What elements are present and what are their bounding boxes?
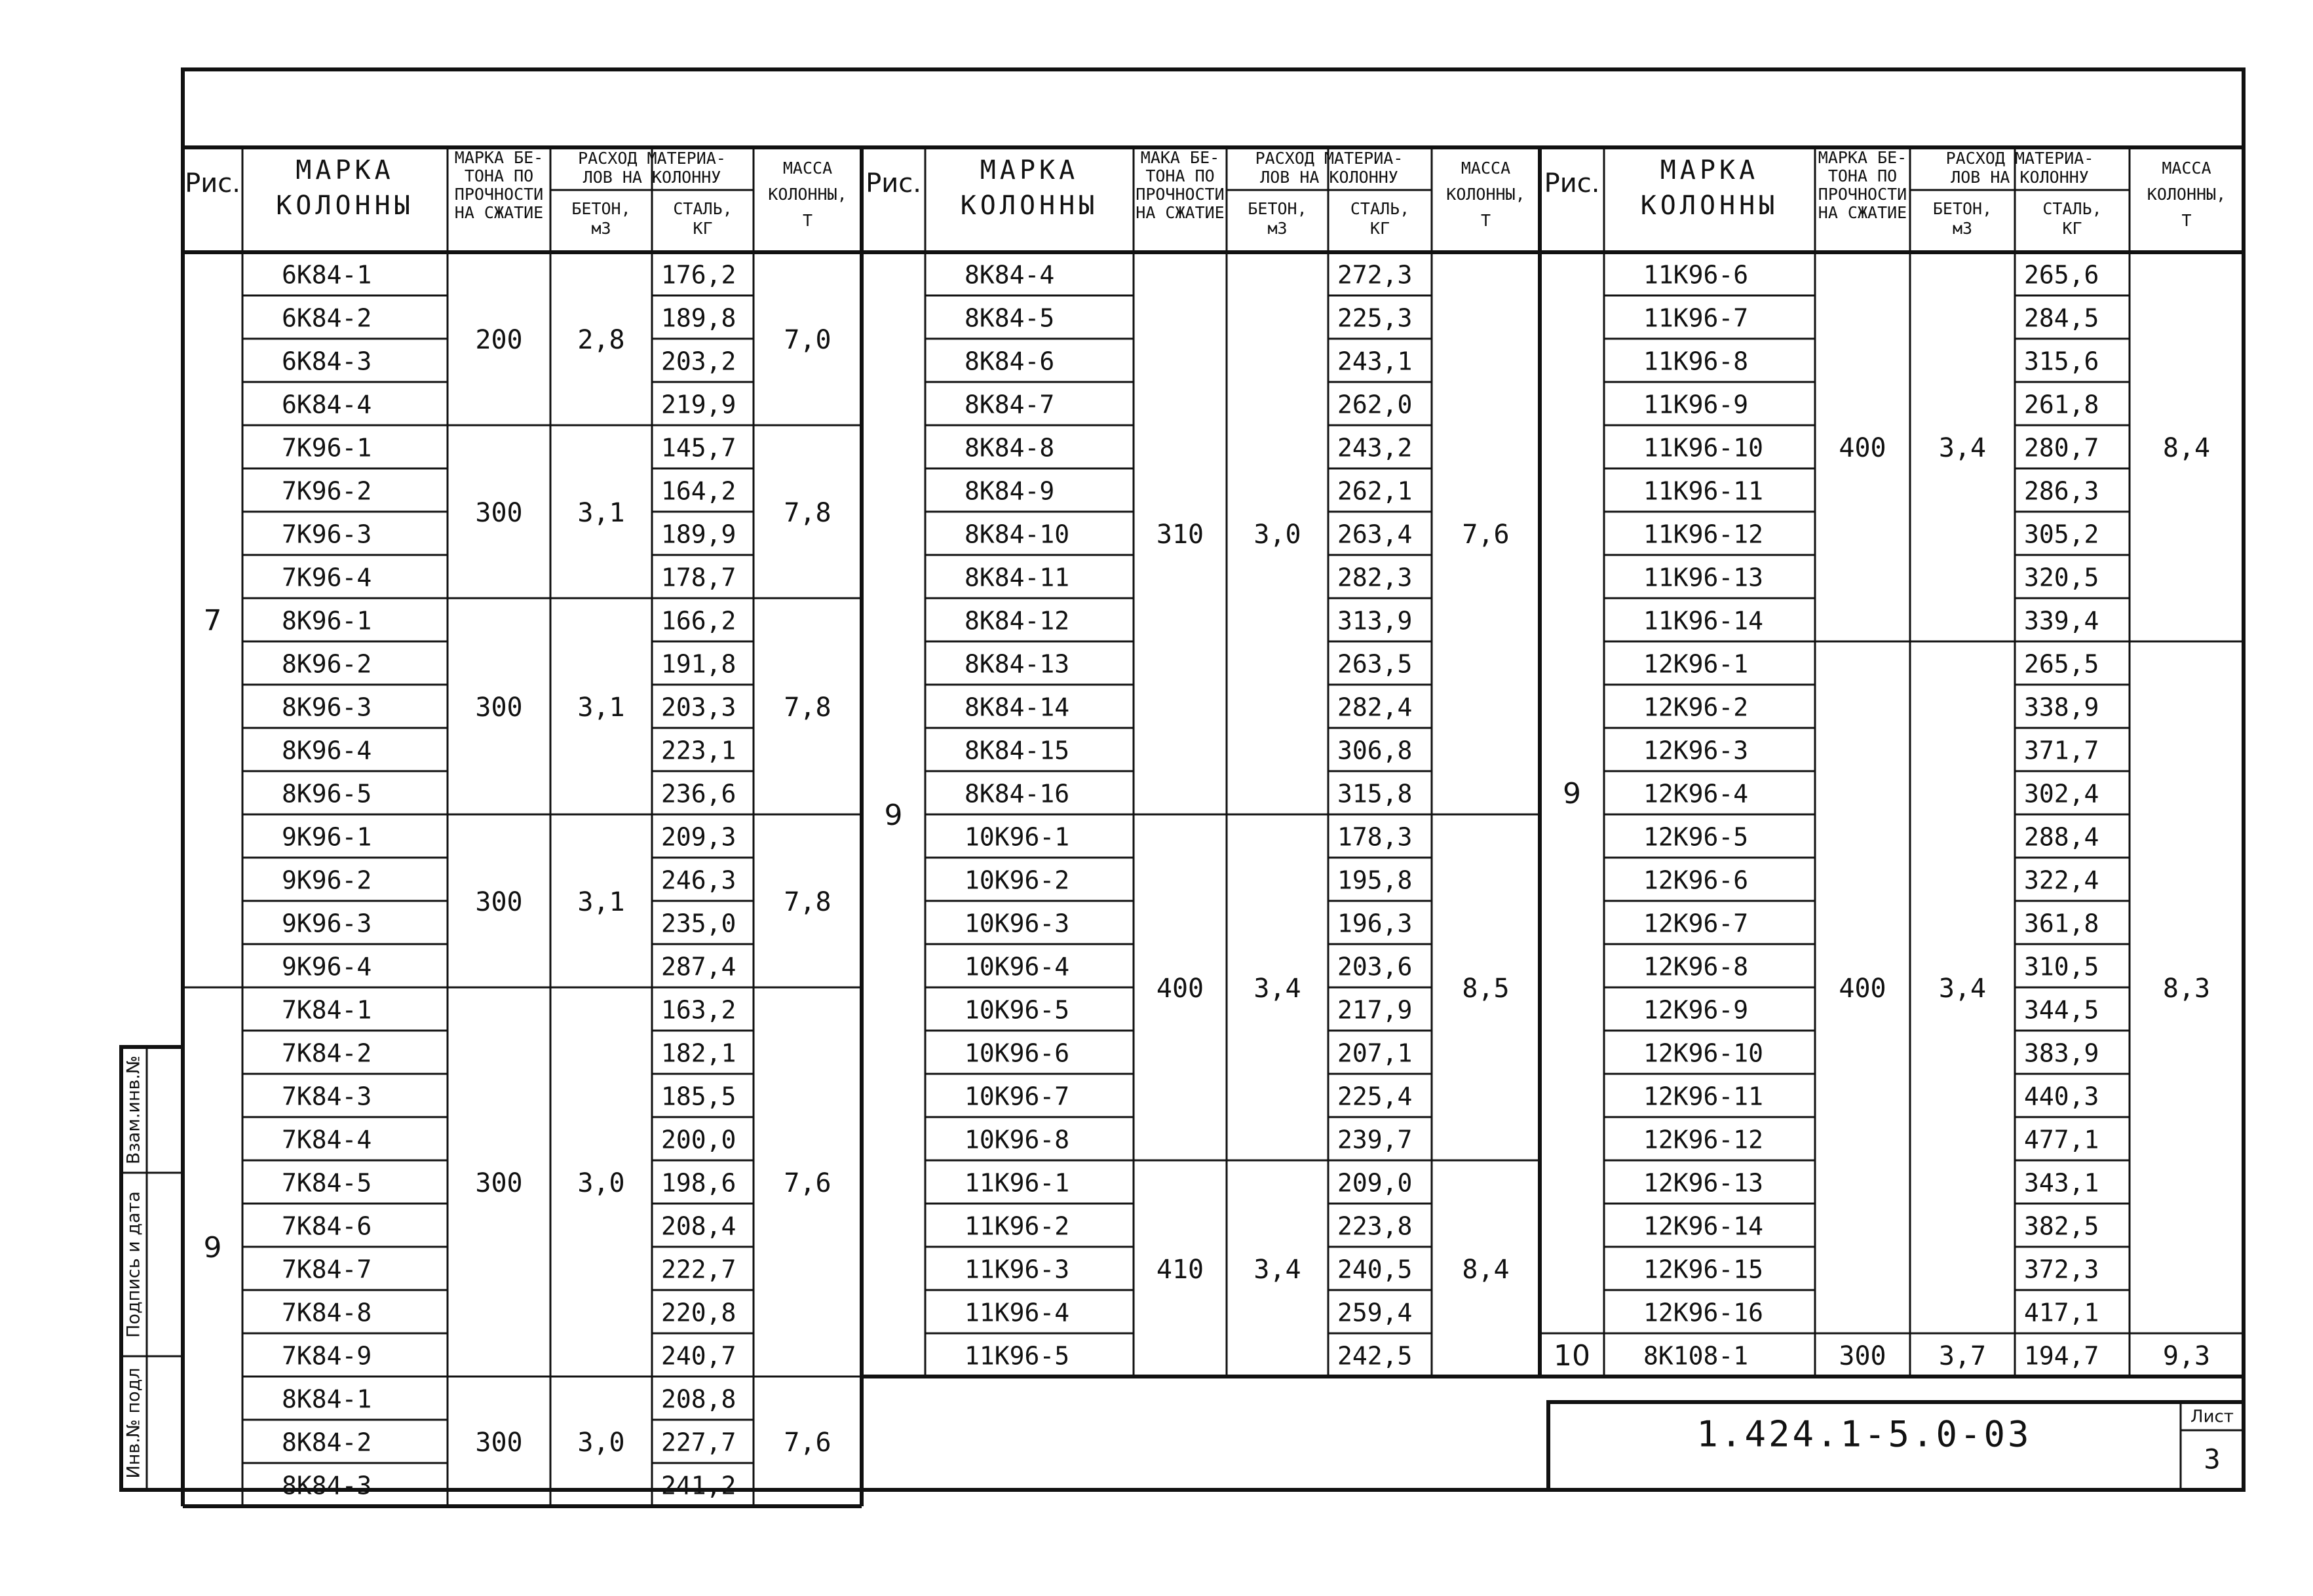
header-consumption: РАСХОД МАТЕРИА- xyxy=(578,149,726,168)
mass-value: 7,6 xyxy=(784,1428,832,1458)
drawing-frame xyxy=(183,69,2244,1490)
steel-value: 145,7 xyxy=(661,433,736,463)
steel-value: 178,3 xyxy=(1337,822,1413,852)
header-concrete-grade: ТОНА ПО xyxy=(1827,166,1898,185)
column-mark: 11К96-10 xyxy=(1643,433,1764,463)
column-mark: 7К84-5 xyxy=(282,1168,372,1198)
column-mark: 8К84-9 xyxy=(965,476,1055,506)
steel-value: 339,4 xyxy=(2024,606,2099,636)
steel-value: 225,4 xyxy=(1337,1082,1413,1111)
header-concrete: БЕТОН, xyxy=(1248,199,1307,218)
column-mark: 8К84-11 xyxy=(965,563,1070,592)
column-mark: 12К96-6 xyxy=(1643,865,1749,895)
steel-value: 225,3 xyxy=(1337,303,1413,333)
steel-value: 265,5 xyxy=(2024,649,2099,679)
steel-value: 313,9 xyxy=(1337,606,1413,636)
column-mark: 9К96-2 xyxy=(282,865,372,895)
figure-number: 9 xyxy=(884,799,903,832)
header-concrete-grade: ПРОЧНОСТИ xyxy=(1818,185,1907,204)
steel-value: 198,6 xyxy=(661,1168,736,1198)
header-concrete-unit: м3 xyxy=(591,219,611,238)
steel-value: 243,1 xyxy=(1337,347,1413,376)
header-mass-3: Т xyxy=(1480,211,1491,230)
column-mark: 8К84-16 xyxy=(965,779,1070,808)
column-mark: 8К96-1 xyxy=(282,606,372,636)
column-mark: 10К96-8 xyxy=(965,1125,1070,1154)
steel-value: 322,4 xyxy=(2024,865,2099,895)
steel-value: 166,2 xyxy=(661,606,736,636)
steel-value: 265,6 xyxy=(2024,260,2099,290)
column-mark: 12К96-4 xyxy=(1643,779,1749,808)
steel-value: 182,1 xyxy=(661,1038,736,1068)
column-mark: 7К96-3 xyxy=(282,520,372,549)
steel-value: 189,8 xyxy=(661,303,736,333)
header-concrete-grade: ТОНА ПО xyxy=(1145,166,1215,185)
column-mark: 10К96-2 xyxy=(965,865,1070,895)
header-concrete-grade: ПРОЧНОСТИ xyxy=(1136,185,1225,204)
column-mark: 8К84-5 xyxy=(965,303,1055,333)
header-mass: МАССА xyxy=(2162,159,2211,178)
concrete-grade-value: 400 xyxy=(1156,974,1204,1004)
header-concrete-grade: НА СЖАТИЕ xyxy=(1818,203,1907,222)
steel-value: 320,5 xyxy=(2024,563,2099,592)
side-stamp-label: Взам.инв.№ xyxy=(123,1055,144,1165)
header-mark-2: КОЛОННЫ xyxy=(276,191,414,221)
column-mark: 11К96-4 xyxy=(965,1298,1070,1327)
column-mark: 12К96-8 xyxy=(1643,952,1749,981)
steel-value: 343,1 xyxy=(2024,1168,2099,1198)
concrete-value: 3,1 xyxy=(577,887,625,917)
header-mass: МАССА xyxy=(782,159,833,178)
steel-value: 417,1 xyxy=(2024,1298,2099,1327)
column-mark: 9К96-1 xyxy=(282,822,372,852)
concrete-grade-value: 300 xyxy=(475,498,523,528)
column-mark: 11К96-9 xyxy=(1643,390,1749,419)
column-mark: 6К84-3 xyxy=(282,347,372,376)
steel-value: 236,6 xyxy=(661,779,736,808)
steel-value: 383,9 xyxy=(2024,1038,2099,1068)
column-mark: 10К96-5 xyxy=(965,995,1070,1025)
steel-value: 240,5 xyxy=(1337,1255,1413,1284)
mass-value: 7,8 xyxy=(784,498,832,528)
column-mark: 8К108-1 xyxy=(1643,1341,1749,1371)
concrete-value: 3,4 xyxy=(1938,433,1987,463)
steel-value: 219,9 xyxy=(661,390,736,419)
steel-value: 246,3 xyxy=(661,865,736,895)
steel-value: 209,0 xyxy=(1337,1168,1413,1198)
steel-value: 286,3 xyxy=(2024,476,2099,506)
header-ris: Рис. xyxy=(1544,168,1600,199)
steel-value: 223,8 xyxy=(1337,1211,1413,1241)
column-mark: 12К96-11 xyxy=(1643,1082,1764,1111)
column-mark: 7К84-8 xyxy=(282,1298,372,1327)
concrete-grade-value: 400 xyxy=(1839,433,1886,463)
sheet-label: Лист xyxy=(2190,1407,2234,1427)
steel-value: 203,2 xyxy=(661,347,736,376)
steel-value: 302,4 xyxy=(2024,779,2099,808)
mass-value: 9,3 xyxy=(2162,1341,2211,1371)
steel-value: 208,8 xyxy=(661,1384,736,1414)
concrete-value: 3,4 xyxy=(1253,974,1301,1004)
column-mark: 8К96-2 xyxy=(282,649,372,679)
steel-value: 241,2 xyxy=(661,1471,736,1500)
column-mark: 11К96-3 xyxy=(965,1255,1070,1284)
table-columns-part-2 xyxy=(862,147,1540,1377)
header-concrete: БЕТОН, xyxy=(1932,199,1993,218)
column-mark: 11К96-11 xyxy=(1643,476,1764,506)
table-columns-part-1 xyxy=(183,147,862,1506)
steel-value: 315,8 xyxy=(1337,779,1413,808)
mass-value: 8,4 xyxy=(1462,1255,1510,1285)
column-mark: 8К84-10 xyxy=(965,520,1070,549)
column-mark: 6К84-2 xyxy=(282,303,372,333)
steel-value: 243,2 xyxy=(1337,433,1413,463)
column-mark: 7К96-1 xyxy=(282,433,372,463)
column-mark: 7К84-7 xyxy=(282,1255,372,1284)
column-mark: 8К84-6 xyxy=(965,347,1055,376)
header-concrete-grade: МАРКА БЕ- xyxy=(454,148,544,167)
header-mass: МАССА xyxy=(1461,159,1511,178)
header-concrete-grade: НА СЖАТИЕ xyxy=(454,203,544,222)
header-mass-3: Т xyxy=(2181,211,2192,230)
column-mark: 11К96-14 xyxy=(1643,606,1764,636)
header-concrete: БЕТОН, xyxy=(571,199,631,218)
column-mark: 8К84-1 xyxy=(282,1384,372,1414)
column-mark: 7К84-9 xyxy=(282,1341,372,1371)
header-mark-2: КОЛОННЫ xyxy=(1640,191,1779,221)
column-mark: 11К96-13 xyxy=(1643,563,1764,592)
concrete-grade-value: 300 xyxy=(475,887,523,917)
sheet-number: 3 xyxy=(2204,1443,2221,1475)
column-mark: 12К96-15 xyxy=(1643,1255,1764,1284)
steel-value: 189,9 xyxy=(661,520,736,549)
concrete-grade-value: 310 xyxy=(1156,520,1204,550)
steel-value: 261,8 xyxy=(2024,390,2099,419)
steel-value: 191,8 xyxy=(661,649,736,679)
concrete-value: 3,4 xyxy=(1253,1255,1301,1285)
header-concrete-grade: НА СЖАТИЕ xyxy=(1136,203,1225,222)
header-concrete-grade: ТОНА ПО xyxy=(464,166,534,185)
steel-value: 263,4 xyxy=(1337,520,1413,549)
column-mark: 8К96-3 xyxy=(282,693,372,722)
column-mark: 9К96-3 xyxy=(282,909,372,938)
header-ris: Рис. xyxy=(866,168,921,199)
steel-value: 164,2 xyxy=(661,476,736,506)
steel-value: 209,3 xyxy=(661,822,736,852)
steel-value: 239,7 xyxy=(1337,1125,1413,1154)
column-mark: 12К96-13 xyxy=(1643,1168,1764,1198)
concrete-grade-value: 400 xyxy=(1839,974,1886,1004)
header-steel-unit: КГ xyxy=(2062,219,2082,238)
concrete-grade-value: 200 xyxy=(475,325,523,355)
mass-value: 7,6 xyxy=(1462,520,1510,550)
concrete-value: 3,0 xyxy=(1253,520,1301,550)
column-mark: 8К84-4 xyxy=(965,260,1055,290)
column-mark: 8К84-15 xyxy=(965,736,1070,765)
column-mark: 7К84-4 xyxy=(282,1125,372,1154)
mass-value: 7,8 xyxy=(784,887,832,917)
steel-value: 163,2 xyxy=(661,995,736,1025)
steel-value: 208,4 xyxy=(661,1211,736,1241)
mass-value: 8,3 xyxy=(2162,974,2211,1004)
steel-value: 207,1 xyxy=(1337,1038,1413,1068)
steel-value: 280,7 xyxy=(2024,433,2099,463)
header-consumption: РАСХОД МАТЕРИА- xyxy=(1945,149,2094,168)
column-mark: 12К96-5 xyxy=(1643,822,1749,852)
steel-value: 242,5 xyxy=(1337,1341,1413,1371)
header-steel-unit: КГ xyxy=(693,219,713,238)
steel-value: 382,5 xyxy=(2024,1211,2099,1241)
column-mark: 10К96-3 xyxy=(965,909,1070,938)
steel-value: 235,0 xyxy=(661,909,736,938)
column-mark: 12К96-14 xyxy=(1643,1211,1764,1241)
figure-number: 10 xyxy=(1554,1339,1590,1373)
steel-value: 222,7 xyxy=(661,1255,736,1284)
steel-value: 305,2 xyxy=(2024,520,2099,549)
concrete-grade-value: 300 xyxy=(475,1428,523,1458)
steel-value: 287,4 xyxy=(661,952,736,981)
header-steel: СТАЛЬ, xyxy=(1350,199,1410,218)
column-mark: 12К96-3 xyxy=(1643,736,1749,765)
side-stamp xyxy=(121,1047,183,1490)
steel-value: 194,7 xyxy=(2024,1341,2099,1371)
steel-value: 227,7 xyxy=(661,1428,736,1457)
column-mark: 7К96-2 xyxy=(282,476,372,506)
column-mark: 7К96-4 xyxy=(282,563,372,592)
column-mark: 12К96-10 xyxy=(1643,1038,1764,1068)
column-mark: 8К96-4 xyxy=(282,736,372,765)
mass-value: 7,6 xyxy=(784,1168,832,1198)
column-mark: 7К84-2 xyxy=(282,1038,372,1068)
header-mark: МАРКА xyxy=(1660,155,1759,185)
figure-number: 7 xyxy=(203,604,222,637)
header-mass-2: КОЛОННЫ, xyxy=(1446,185,1525,204)
column-mark: 12К96-16 xyxy=(1643,1298,1764,1327)
mass-value: 7,0 xyxy=(784,325,832,355)
figure-number: 9 xyxy=(203,1231,222,1264)
column-mark: 8К84-3 xyxy=(282,1471,372,1500)
steel-value: 203,6 xyxy=(1337,952,1413,981)
column-mark: 6К84-4 xyxy=(282,390,372,419)
steel-value: 282,4 xyxy=(1337,693,1413,722)
steel-value: 477,1 xyxy=(2024,1125,2099,1154)
column-mark: 10К96-6 xyxy=(965,1038,1070,1068)
outer-frame xyxy=(183,69,2244,1490)
concrete-value: 3,4 xyxy=(1938,974,1987,1004)
mass-value: 8,5 xyxy=(1462,974,1510,1004)
column-mark: 12К96-7 xyxy=(1643,909,1749,938)
header-mark: МАРКА xyxy=(980,155,1079,185)
column-mark: 9К96-4 xyxy=(282,952,372,981)
concrete-value: 3,0 xyxy=(577,1168,625,1198)
concrete-grade-value: 300 xyxy=(475,1168,523,1198)
column-mark: 8К84-14 xyxy=(965,693,1070,722)
column-mark: 11К96-5 xyxy=(965,1341,1070,1371)
header-mass-2: КОЛОННЫ, xyxy=(2147,185,2227,204)
column-mark: 7К84-3 xyxy=(282,1082,372,1111)
header-steel: СТАЛЬ, xyxy=(673,199,733,218)
column-mark: 8К84-8 xyxy=(965,433,1055,463)
header-concrete-grade: МАРКА БЕ- xyxy=(1818,148,1907,167)
column-mark: 11К96-8 xyxy=(1643,347,1749,376)
concrete-value: 3,0 xyxy=(577,1428,625,1458)
column-mark: 10К96-1 xyxy=(965,822,1070,852)
column-mark: 12К96-12 xyxy=(1643,1125,1764,1154)
concrete-value: 3,1 xyxy=(577,693,625,723)
header-concrete-unit: м3 xyxy=(1267,219,1288,238)
header-mass-3: Т xyxy=(802,211,813,230)
steel-value: 178,7 xyxy=(661,563,736,592)
concrete-grade-value: 410 xyxy=(1156,1255,1204,1285)
header-mark-2: КОЛОННЫ xyxy=(960,191,1099,221)
steel-value: 200,0 xyxy=(661,1125,736,1154)
steel-value: 310,5 xyxy=(2024,952,2099,981)
document-code: 1.424.1-5.0-03 xyxy=(1696,1413,2032,1455)
concrete-value: 3,7 xyxy=(1938,1341,1987,1371)
steel-value: 176,2 xyxy=(661,260,736,290)
header-concrete-grade: ПРОЧНОСТИ xyxy=(454,185,544,204)
header-ris: Рис. xyxy=(185,168,240,199)
column-mark: 8К84-12 xyxy=(965,606,1070,636)
steel-value: 282,3 xyxy=(1337,563,1413,592)
steel-value: 262,0 xyxy=(1337,390,1413,419)
steel-value: 372,3 xyxy=(2024,1255,2099,1284)
steel-value: 315,6 xyxy=(2024,347,2099,376)
column-mark: 12К96-1 xyxy=(1643,649,1749,679)
mass-value: 7,8 xyxy=(784,693,832,723)
column-mark: 7К84-1 xyxy=(282,995,372,1025)
header-steel: СТАЛЬ, xyxy=(2042,199,2102,218)
steel-value: 361,8 xyxy=(2024,909,2099,938)
column-mark: 11К96-2 xyxy=(965,1211,1070,1241)
steel-value: 344,5 xyxy=(2024,995,2099,1025)
column-mark: 11К96-7 xyxy=(1643,303,1749,333)
steel-value: 288,4 xyxy=(2024,822,2099,852)
header-consumption: РАСХОД МАТЕРИА- xyxy=(1255,149,1404,168)
steel-value: 220,8 xyxy=(661,1298,736,1327)
column-mark: 11К96-1 xyxy=(965,1168,1070,1198)
steel-value: 284,5 xyxy=(2024,303,2099,333)
column-mark: 8К84-2 xyxy=(282,1428,372,1457)
header-consumption-2: ЛОВ НА КОЛОННУ xyxy=(1951,168,2089,187)
mass-value: 8,4 xyxy=(2162,433,2211,463)
header-mass-2: КОЛОННЫ, xyxy=(768,185,847,204)
steel-value: 306,8 xyxy=(1337,736,1413,765)
header-consumption-2: ЛОВ НА КОЛОННУ xyxy=(583,168,721,187)
steel-value: 240,7 xyxy=(661,1341,736,1371)
steel-value: 185,5 xyxy=(661,1082,736,1111)
header-concrete-unit: м3 xyxy=(1952,219,1973,238)
steel-value: 371,7 xyxy=(2024,736,2099,765)
steel-value: 262,1 xyxy=(1337,476,1413,506)
column-mark: 10К96-7 xyxy=(965,1082,1070,1111)
steel-value: 263,5 xyxy=(1337,649,1413,679)
header-mark: МАРКА xyxy=(296,155,394,185)
header-concrete-grade: МАКА БЕ- xyxy=(1140,148,1220,167)
header-consumption-2: ЛОВ НА КОЛОННУ xyxy=(1260,168,1398,187)
steel-value: 338,9 xyxy=(2024,693,2099,722)
steel-value: 223,1 xyxy=(661,736,736,765)
column-mark: 6К84-1 xyxy=(282,260,372,290)
steel-value: 259,4 xyxy=(1337,1298,1413,1327)
title-block xyxy=(1548,1402,2244,1490)
side-stamp-label: Инв.№ подл xyxy=(123,1367,144,1479)
column-mark: 12К96-9 xyxy=(1643,995,1749,1025)
column-mark: 10К96-4 xyxy=(965,952,1070,981)
concrete-grade-value: 300 xyxy=(475,693,523,723)
steel-value: 272,3 xyxy=(1337,260,1413,290)
side-stamp-label: Подпись и дата xyxy=(123,1191,144,1338)
steel-value: 440,3 xyxy=(2024,1082,2099,1111)
concrete-value: 3,1 xyxy=(577,498,625,528)
column-mark: 8К96-5 xyxy=(282,779,372,808)
steel-value: 196,3 xyxy=(1337,909,1413,938)
column-mark: 7К84-6 xyxy=(282,1211,372,1241)
column-mark: 8К84-7 xyxy=(965,390,1055,419)
table-columns-part-3 xyxy=(1540,147,2244,1377)
steel-value: 203,3 xyxy=(661,693,736,722)
concrete-grade-value: 300 xyxy=(1839,1341,1886,1371)
steel-value: 195,8 xyxy=(1337,865,1413,895)
column-mark: 11К96-12 xyxy=(1643,520,1764,549)
column-mark: 8К84-13 xyxy=(965,649,1070,679)
header-steel-unit: КГ xyxy=(1369,219,1390,238)
steel-value: 217,9 xyxy=(1337,995,1413,1025)
concrete-value: 2,8 xyxy=(577,325,625,355)
figure-number: 9 xyxy=(1563,777,1581,810)
column-mark: 11К96-6 xyxy=(1643,260,1749,290)
column-mark: 12К96-2 xyxy=(1643,693,1749,722)
